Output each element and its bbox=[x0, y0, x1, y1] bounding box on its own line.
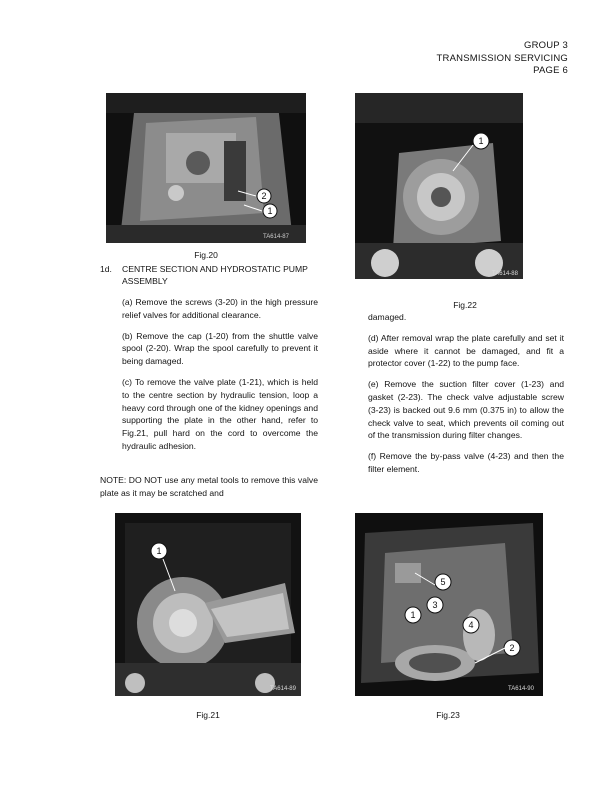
callout-2: 2 bbox=[509, 643, 515, 653]
figure-code: TA614-89 bbox=[270, 686, 296, 692]
heading-title-cont: ASSEMBLY bbox=[122, 276, 168, 286]
callout-1: 1 bbox=[156, 546, 162, 556]
callout-4: 4 bbox=[468, 620, 474, 630]
suction-filter-image bbox=[355, 513, 543, 696]
callout-5: 5 bbox=[440, 577, 446, 587]
paragraph-f: (f) Remove the by-pass valve (4-23) and then the filter element. bbox=[368, 451, 564, 474]
paragraph-c: (c) To remove the valve plate (1-21), which is held to the centre section by hydraulic tension, loop a heavy cord through one of the kidney openings and supporting the plate in the other hand, refer to Fig.21, pull hard on the cord to overcome the hydraulic adhesion. bbox=[122, 376, 318, 451]
figure-code: TA614-87 bbox=[263, 234, 289, 240]
pump-face-cover-image bbox=[355, 93, 523, 279]
figure-23-caption: Fig.23 bbox=[436, 710, 460, 720]
heading-number: 1d. bbox=[100, 264, 112, 274]
left-column bbox=[122, 296, 318, 461]
figure-23-photo bbox=[355, 513, 543, 696]
valve-plate-removal-image bbox=[115, 513, 301, 696]
figure-code: TA614-90 bbox=[508, 686, 534, 692]
callout-3: 3 bbox=[432, 600, 438, 610]
paragraph-a: (a) Remove the screws (3-20) in the high pressure relief valves for additional clearance. bbox=[122, 297, 318, 320]
callout-1: 1 bbox=[267, 206, 273, 216]
figure-21-photo bbox=[115, 513, 301, 696]
paragraph-d: (d) After removal wrap the plate carefully and set it aside where it cannot be damaged, and fit a protector cover (1-22) to the pump face. bbox=[368, 332, 564, 369]
page-header bbox=[437, 40, 568, 78]
figure-21-caption: Fig.21 bbox=[196, 710, 220, 720]
page-number: PAGE 6 bbox=[533, 65, 568, 76]
heading-title: CENTRE SECTION AND HYDROSTATIC PUMP bbox=[122, 264, 308, 274]
figure-22-caption: Fig.22 bbox=[453, 300, 477, 310]
paragraph-b: (b) Remove the cap (1-20) from the shuttle valve spool (2-20). Wrap the spool carefully to prevent it being damaged. bbox=[122, 330, 318, 367]
callout-1: 1 bbox=[410, 610, 416, 620]
section-label: TRANSMISSION SERVICING bbox=[436, 52, 568, 64]
group-label: GROUP 3 bbox=[524, 40, 568, 51]
paragraph-e: (e) Remove the suction filter cover (1-23) and gasket (2-23). The check valve adjustable screw (3-23) is backed out 9.6 mm (0.375 in) to allow the check valve to seat, which prevents oil coming out of the transmission during filter changes. bbox=[368, 379, 564, 441]
right-column bbox=[368, 311, 564, 484]
figure-22-photo bbox=[355, 93, 523, 279]
continuation-text: damaged. bbox=[368, 312, 407, 322]
figure-code: TA614-88 bbox=[492, 271, 518, 277]
figure-20-caption: Fig.20 bbox=[194, 250, 218, 260]
callout-2: 2 bbox=[261, 191, 267, 201]
section-heading bbox=[100, 263, 340, 287]
note-text: NOTE: DO NOT use any metal tools to remove this valve plate as it may be scratched and bbox=[100, 475, 318, 498]
transmission-housing-image bbox=[106, 93, 306, 243]
callout-1: 1 bbox=[478, 136, 484, 146]
figure-20-photo bbox=[106, 93, 306, 243]
